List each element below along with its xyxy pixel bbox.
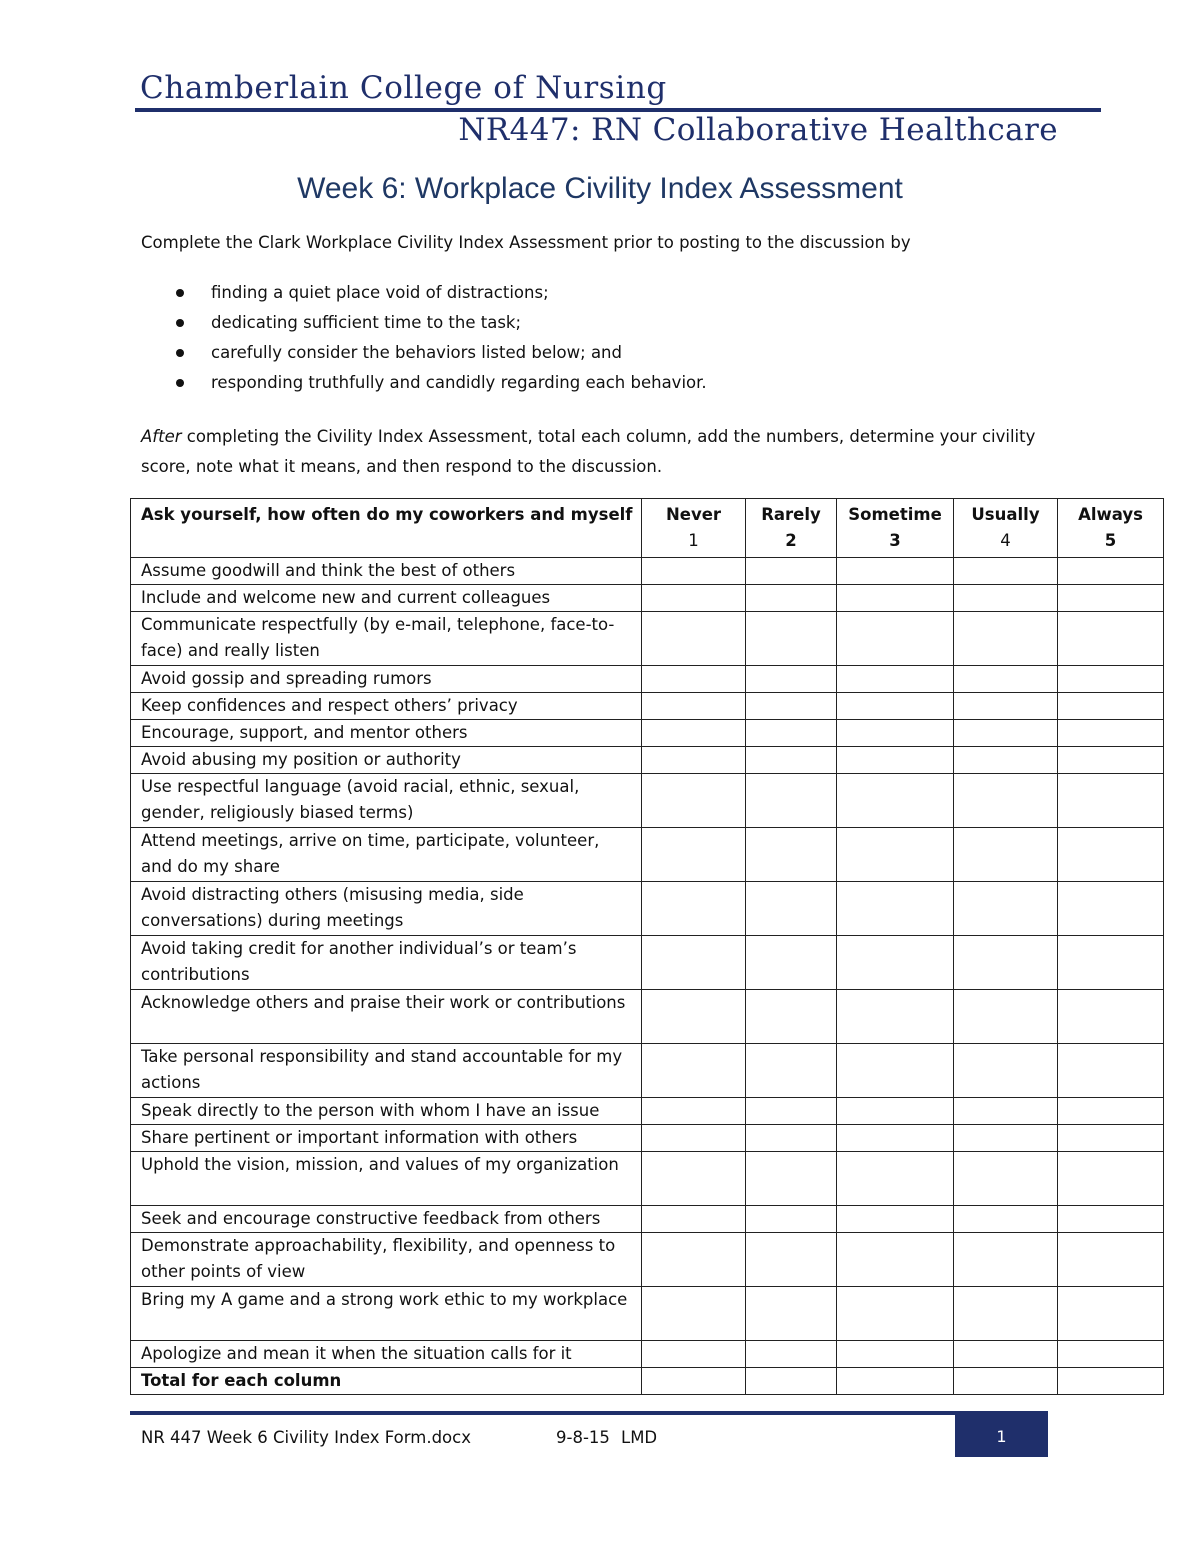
behavior-cell: Encourage, support, and mentor others	[131, 720, 642, 747]
behavior-cell: Avoid taking credit for another individual’s or team’s contributions	[131, 936, 642, 990]
behavior-cell: Acknowledge others and praise their work or contributions	[131, 990, 642, 1044]
rating-cell[interactable]	[837, 828, 954, 882]
rating-cell[interactable]	[746, 666, 837, 693]
rating-cell[interactable]	[746, 720, 837, 747]
column-header-never: Never 1	[642, 499, 746, 558]
rating-cell[interactable]	[954, 666, 1058, 693]
rating-cell[interactable]	[642, 1341, 746, 1368]
rating-cell[interactable]	[746, 612, 837, 666]
list-item: carefully consider the behaviors listed below; and	[176, 342, 707, 372]
table-row	[131, 828, 1164, 882]
rating-cell[interactable]	[954, 1341, 1058, 1368]
table-row	[131, 585, 1164, 612]
rating-cell[interactable]	[1058, 936, 1164, 990]
total-label: Total for each column	[131, 1368, 642, 1395]
rating-cell[interactable]	[837, 666, 954, 693]
rating-cell[interactable]	[1058, 1206, 1164, 1233]
rating-cell[interactable]	[837, 558, 954, 585]
rating-cell[interactable]	[642, 747, 746, 774]
rating-cell[interactable]	[1058, 828, 1164, 882]
rating-cell[interactable]	[837, 1152, 954, 1206]
rating-cell[interactable]	[837, 1125, 954, 1152]
rating-cell[interactable]	[746, 1098, 837, 1125]
rating-cell[interactable]	[1058, 558, 1164, 585]
total-cell[interactable]	[746, 1368, 837, 1395]
behavior-cell: Keep confidences and respect others’ privacy	[131, 693, 642, 720]
list-item: finding a quiet place void of distractions;	[176, 282, 707, 312]
rating-cell[interactable]	[954, 1233, 1058, 1287]
rating-cell[interactable]	[837, 1233, 954, 1287]
college-name: Chamberlain College of Nursing	[140, 70, 667, 106]
footer-initials: LMD	[621, 1428, 658, 1447]
total-cell[interactable]	[642, 1368, 746, 1395]
course-title: NR447: RN Collaborative Healthcare	[458, 112, 1058, 148]
rating-cell[interactable]	[642, 1206, 746, 1233]
rating-cell[interactable]	[1058, 1233, 1164, 1287]
rating-cell[interactable]	[746, 1206, 837, 1233]
behavior-cell: Assume goodwill and think the best of others	[131, 558, 642, 585]
intro-text: Complete the Clark Workplace Civility Index Assessment prior to posting to the discussion by	[141, 233, 911, 252]
rating-cell[interactable]	[746, 747, 837, 774]
rating-cell[interactable]	[837, 1098, 954, 1125]
rating-cell[interactable]	[1058, 1098, 1164, 1125]
rating-cell[interactable]	[954, 1098, 1058, 1125]
rating-cell[interactable]	[1058, 1287, 1164, 1341]
behavior-cell: Share pertinent or important information with others	[131, 1125, 642, 1152]
footer-rule	[130, 1411, 1048, 1415]
bullet-icon	[176, 349, 184, 357]
behavior-cell: Speak directly to the person with whom I have an issue	[131, 1098, 642, 1125]
table-row	[131, 558, 1164, 585]
table-row	[131, 666, 1164, 693]
total-row	[131, 1368, 1164, 1395]
table-row	[131, 1233, 1164, 1287]
after-instructions	[141, 422, 1061, 482]
behavior-cell: Avoid distracting others (misusing media, side conversations) during meetings	[131, 882, 642, 936]
page-number: 1	[955, 1415, 1048, 1457]
rating-cell[interactable]	[837, 882, 954, 936]
civility-index-table	[130, 498, 1164, 1395]
table-row	[131, 612, 1164, 666]
total-cell[interactable]	[954, 1368, 1058, 1395]
rating-cell[interactable]	[746, 1125, 837, 1152]
rating-cell[interactable]	[837, 936, 954, 990]
rating-cell[interactable]	[746, 990, 837, 1044]
rating-cell[interactable]	[746, 936, 837, 990]
rating-cell[interactable]	[1058, 1152, 1164, 1206]
rating-cell[interactable]	[1058, 1044, 1164, 1098]
rating-cell[interactable]	[954, 1287, 1058, 1341]
rating-cell[interactable]	[1058, 585, 1164, 612]
table-row	[131, 1098, 1164, 1125]
behavior-cell: Seek and encourage constructive feedback from others	[131, 1206, 642, 1233]
after-rest: completing the Civility Index Assessment, total each column, add the numbers, determine your civility score, note what it means, and then respond to the discussion.	[141, 427, 1036, 476]
table-row	[131, 936, 1164, 990]
table-row	[131, 1287, 1164, 1341]
rating-cell[interactable]	[954, 1125, 1058, 1152]
total-cell[interactable]	[837, 1368, 954, 1395]
list-item: dedicating sufficient time to the task;	[176, 312, 707, 342]
question-header: Ask yourself, how often do my coworkers and myself	[131, 499, 642, 558]
column-header-rarely: Rarely 2	[746, 499, 837, 558]
rating-cell[interactable]	[642, 1287, 746, 1341]
rating-cell[interactable]	[954, 882, 1058, 936]
table-row	[131, 720, 1164, 747]
behavior-cell: Apologize and mean it when the situation calls for it	[131, 1341, 642, 1368]
rating-cell[interactable]	[642, 774, 746, 828]
table-row	[131, 693, 1164, 720]
instruction-list	[176, 282, 707, 402]
rating-cell[interactable]	[954, 720, 1058, 747]
table-row	[131, 1152, 1164, 1206]
behavior-cell: Include and welcome new and current colleagues	[131, 585, 642, 612]
footer-filename: NR 447 Week 6 Civility Index Form.docx	[141, 1428, 471, 1447]
rating-cell[interactable]	[1058, 1125, 1164, 1152]
rating-cell[interactable]	[954, 558, 1058, 585]
rating-cell[interactable]	[837, 612, 954, 666]
rating-cell[interactable]	[954, 774, 1058, 828]
rating-cell[interactable]	[746, 1152, 837, 1206]
total-cell[interactable]	[1058, 1368, 1164, 1395]
rating-cell[interactable]	[746, 1341, 837, 1368]
rating-cell[interactable]	[746, 1044, 837, 1098]
table-row	[131, 1206, 1164, 1233]
rating-cell[interactable]	[642, 828, 746, 882]
rating-cell[interactable]	[837, 1287, 954, 1341]
table-row	[131, 990, 1164, 1044]
rating-cell[interactable]	[1058, 747, 1164, 774]
behavior-cell: Bring my A game and a strong work ethic to my workplace	[131, 1287, 642, 1341]
table-row	[131, 1125, 1164, 1152]
rating-cell[interactable]	[837, 720, 954, 747]
rating-cell[interactable]	[642, 585, 746, 612]
rating-cell[interactable]	[642, 1098, 746, 1125]
rating-cell[interactable]	[837, 990, 954, 1044]
rating-cell[interactable]	[837, 1206, 954, 1233]
rating-cell[interactable]	[746, 693, 837, 720]
rating-cell[interactable]	[1058, 720, 1164, 747]
table-row	[131, 1044, 1164, 1098]
rating-cell[interactable]	[954, 693, 1058, 720]
bullet-icon	[176, 379, 184, 387]
behavior-cell: Uphold the vision, mission, and values of my organization	[131, 1152, 642, 1206]
rating-cell[interactable]	[642, 882, 746, 936]
rating-cell[interactable]	[954, 1206, 1058, 1233]
rating-cell[interactable]	[1058, 666, 1164, 693]
rating-cell[interactable]	[954, 1152, 1058, 1206]
rating-cell[interactable]	[642, 720, 746, 747]
behavior-cell: Take personal responsibility and stand accountable for my actions	[131, 1044, 642, 1098]
rating-cell[interactable]	[642, 1152, 746, 1206]
rating-cell[interactable]	[837, 585, 954, 612]
behavior-cell: Demonstrate approachability, flexibility, and openness to other points of view	[131, 1233, 642, 1287]
rating-cell[interactable]	[642, 1125, 746, 1152]
rating-cell[interactable]	[954, 828, 1058, 882]
behavior-cell: Use respectful language (avoid racial, ethnic, sexual, gender, religiously biased terms)	[131, 774, 642, 828]
rating-cell[interactable]	[837, 747, 954, 774]
table-row	[131, 882, 1164, 936]
column-header-sometime: Sometime 3	[837, 499, 954, 558]
table-row	[131, 1341, 1164, 1368]
bullet-icon	[176, 319, 184, 327]
rating-cell[interactable]	[642, 666, 746, 693]
table-header-row	[131, 499, 1164, 558]
rating-cell[interactable]	[1058, 882, 1164, 936]
behavior-cell: Avoid abusing my position or authority	[131, 747, 642, 774]
column-header-always: Always 5	[1058, 499, 1164, 558]
rating-cell[interactable]	[746, 1233, 837, 1287]
rating-cell[interactable]	[746, 774, 837, 828]
rating-cell[interactable]	[642, 990, 746, 1044]
rating-cell[interactable]	[1058, 693, 1164, 720]
rating-cell[interactable]	[642, 693, 746, 720]
footer-date: 9-8-15	[556, 1428, 610, 1447]
column-header-usually: Usually 4	[954, 499, 1058, 558]
rating-cell[interactable]	[837, 1044, 954, 1098]
after-lead: After	[141, 427, 182, 446]
rating-cell[interactable]	[837, 774, 954, 828]
rating-cell[interactable]	[642, 1044, 746, 1098]
rating-cell[interactable]	[746, 828, 837, 882]
rating-cell[interactable]	[1058, 612, 1164, 666]
rating-cell[interactable]	[1058, 774, 1164, 828]
behavior-cell: Communicate respectfully (by e-mail, telephone, face-to-face) and really listen	[131, 612, 642, 666]
rating-cell[interactable]	[746, 882, 837, 936]
rating-cell[interactable]	[642, 612, 746, 666]
rating-cell[interactable]	[746, 585, 837, 612]
rating-cell[interactable]	[954, 747, 1058, 774]
behavior-cell: Attend meetings, arrive on time, participate, volunteer, and do my share	[131, 828, 642, 882]
rating-cell[interactable]	[954, 1044, 1058, 1098]
behavior-cell: Avoid gossip and spreading rumors	[131, 666, 642, 693]
table-row	[131, 774, 1164, 828]
list-item: responding truthfully and candidly regarding each behavior.	[176, 372, 707, 402]
rating-cell[interactable]	[642, 1233, 746, 1287]
rating-cell[interactable]	[954, 936, 1058, 990]
rating-cell[interactable]	[954, 585, 1058, 612]
rating-cell[interactable]	[746, 1287, 837, 1341]
rating-cell[interactable]	[642, 936, 746, 990]
rating-cell[interactable]	[642, 558, 746, 585]
rating-cell[interactable]	[954, 990, 1058, 1044]
rating-cell[interactable]	[1058, 990, 1164, 1044]
rating-cell[interactable]	[954, 612, 1058, 666]
rating-cell[interactable]	[746, 558, 837, 585]
table-row	[131, 747, 1164, 774]
rating-cell[interactable]	[837, 693, 954, 720]
document-title: Week 6: Workplace Civility Index Assessment	[297, 172, 903, 205]
rating-cell[interactable]	[837, 1341, 954, 1368]
bullet-icon	[176, 289, 184, 297]
rating-cell[interactable]	[1058, 1341, 1164, 1368]
